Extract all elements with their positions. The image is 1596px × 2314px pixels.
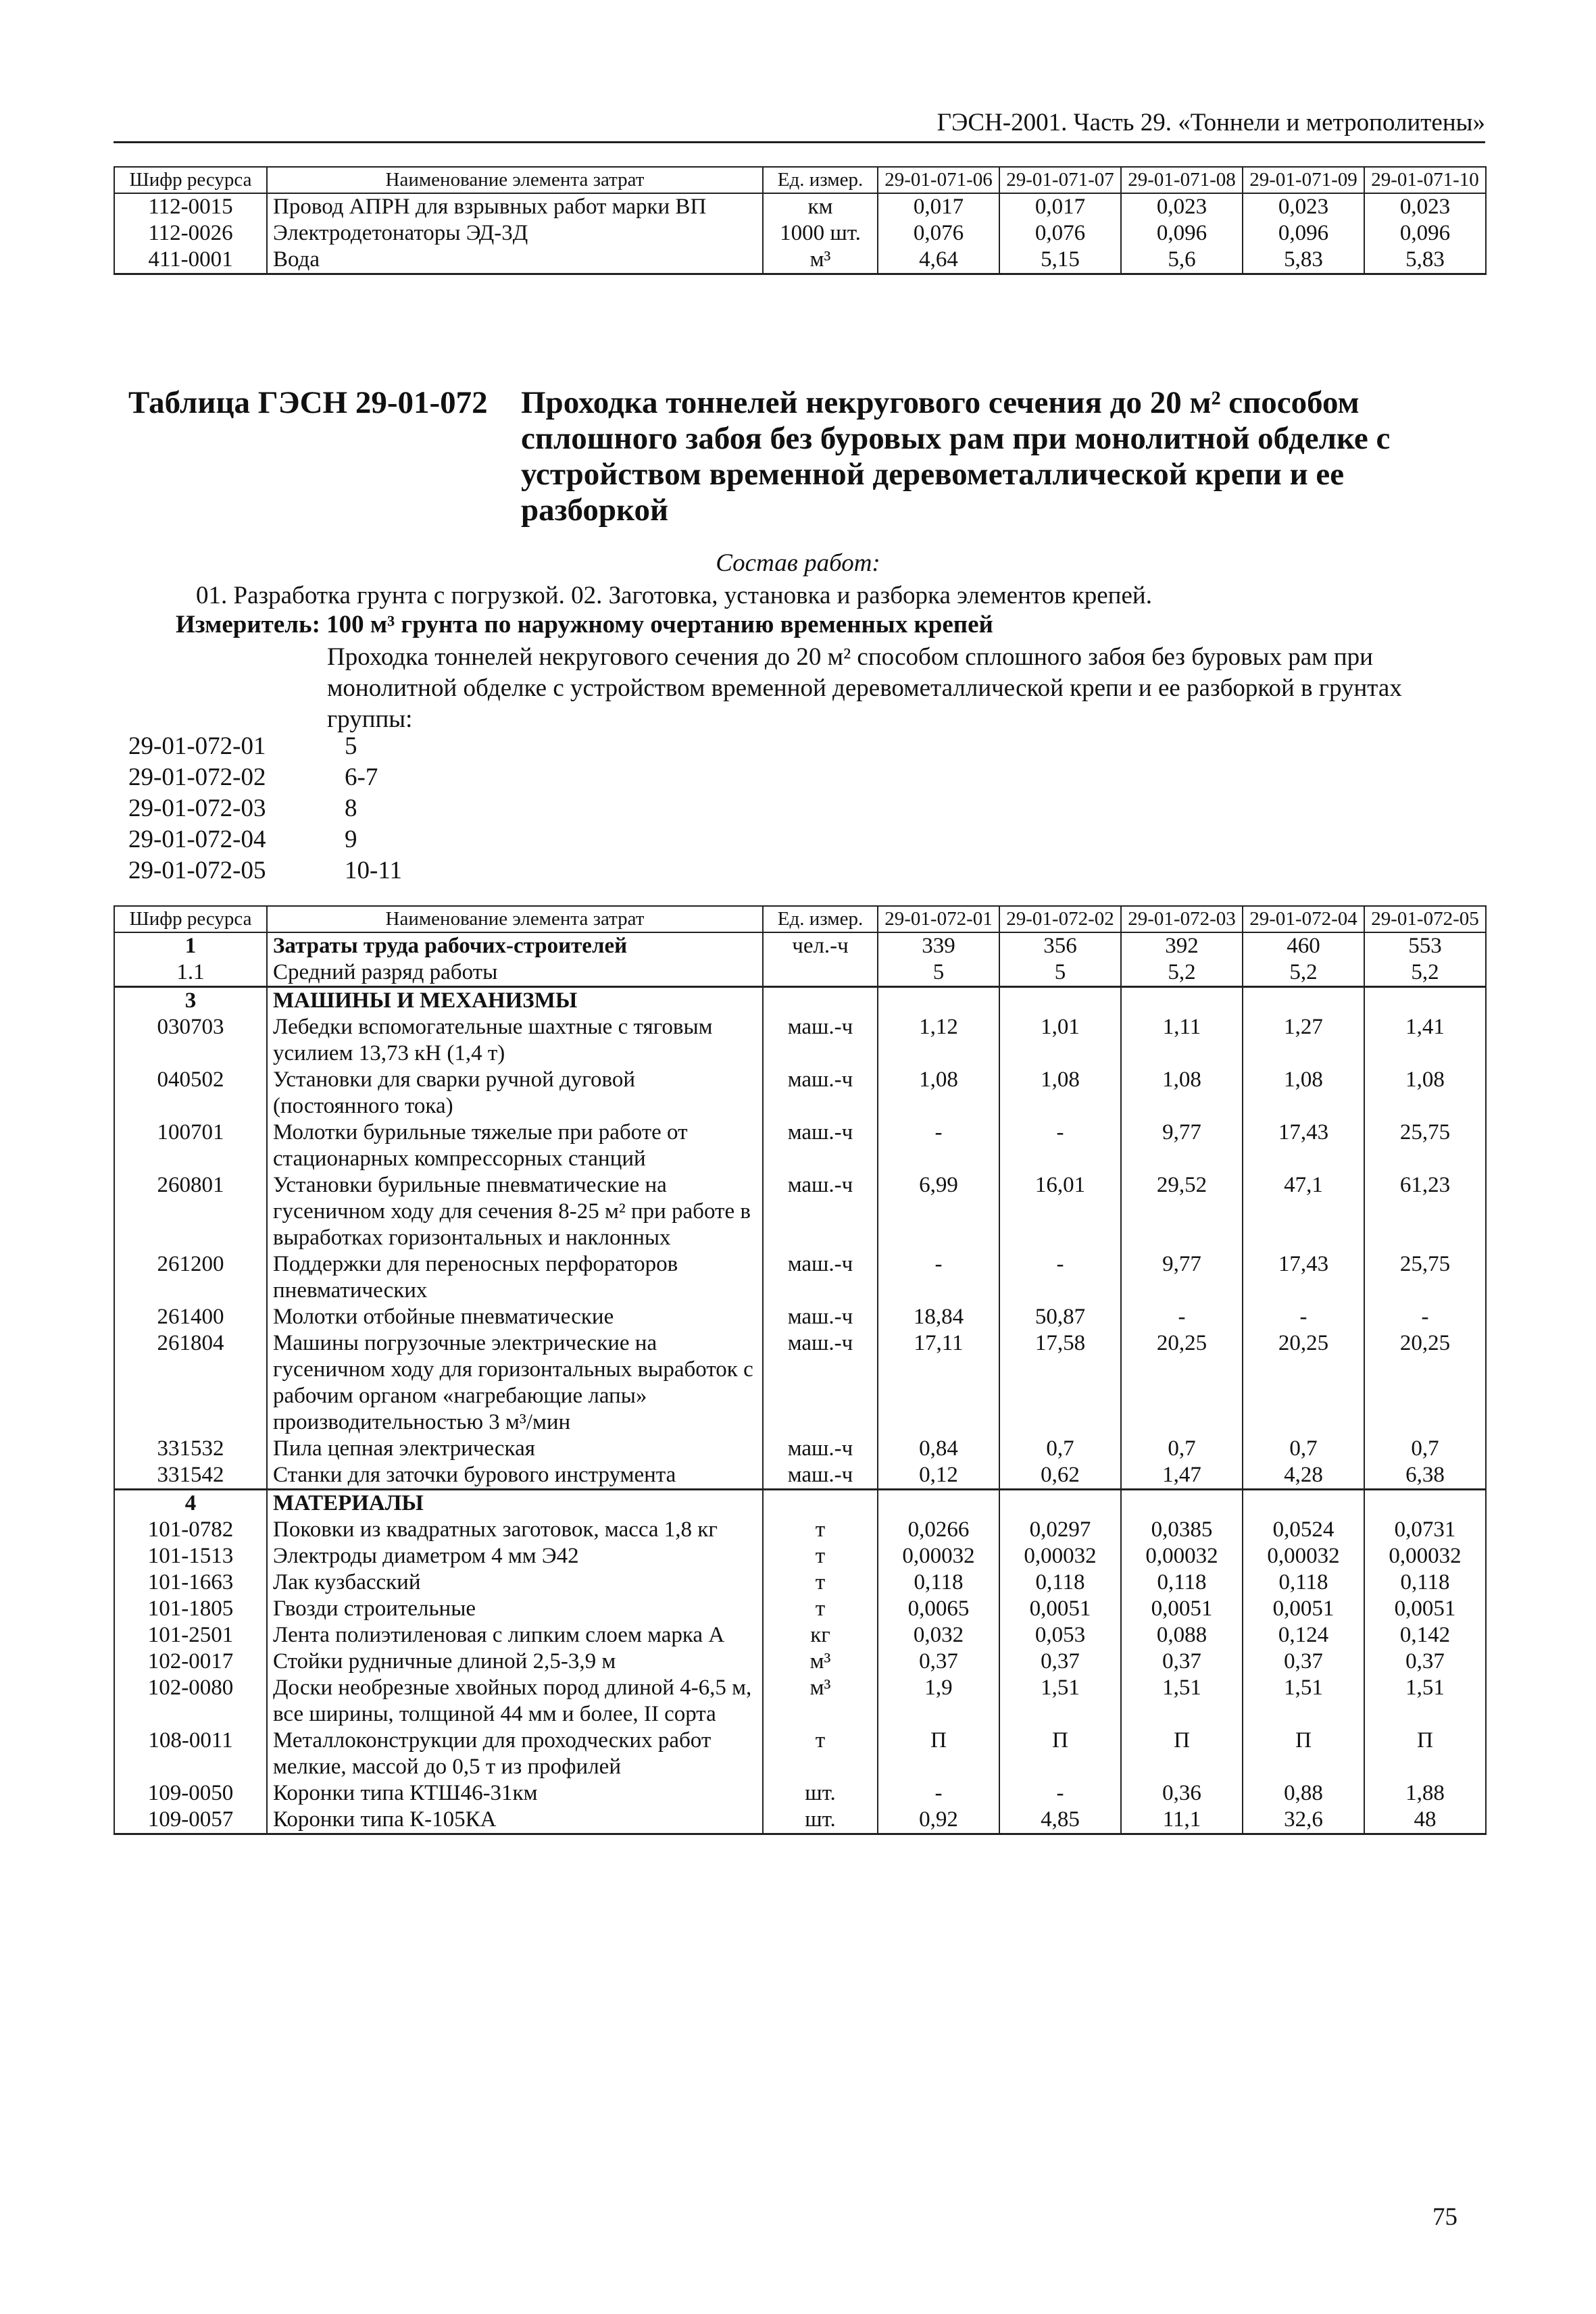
norm-value: 0,118 bbox=[878, 1569, 999, 1596]
resource-code: 040502 bbox=[114, 1067, 267, 1120]
norm-code: 29-01-072-03 bbox=[128, 795, 266, 822]
table-row bbox=[114, 1596, 1486, 1622]
column-header: 29-01-072-02 bbox=[999, 906, 1121, 932]
table-header-row bbox=[114, 906, 1486, 932]
unit bbox=[763, 987, 878, 1015]
table-row bbox=[114, 1120, 1486, 1172]
norm-value: 5,2 bbox=[1121, 959, 1243, 987]
cost-element-name: Коронки типа КТШ46-31км bbox=[267, 1780, 763, 1807]
norm-value: П bbox=[1243, 1728, 1364, 1780]
soil-group: 10-11 bbox=[345, 857, 402, 884]
column-header: Шифр ресурса bbox=[114, 906, 267, 932]
norm-value: 0,118 bbox=[1364, 1569, 1486, 1596]
norm-value: 460 bbox=[1243, 932, 1364, 959]
resource-code: 261804 bbox=[114, 1330, 267, 1436]
norm-value: 1,47 bbox=[1121, 1462, 1243, 1490]
column-header: Шифр ресурса bbox=[114, 167, 267, 193]
norm-value: 0,37 bbox=[1121, 1649, 1243, 1675]
table-row bbox=[114, 1172, 1486, 1251]
norm-value: 4,28 bbox=[1243, 1462, 1364, 1490]
resource-code: 4 bbox=[114, 1490, 267, 1517]
norm-value: 0,84 bbox=[878, 1436, 999, 1462]
title-text: Проходка тоннелей некругового сечения до 20 м² способом сплошного забоя без буровых рам при монолитной обделке с устройством временной деревометаллической крепи и ее разборкой bbox=[521, 385, 1391, 528]
table-row bbox=[114, 1649, 1486, 1675]
norm-value: П bbox=[1364, 1728, 1486, 1780]
resource-code: 101-2501 bbox=[114, 1622, 267, 1649]
column-header: 29-01-071-06 bbox=[878, 167, 999, 193]
norm-value: 5,6 bbox=[1121, 247, 1243, 274]
cost-element-name: Стойки рудничные длиной 2,5-3,9 м bbox=[267, 1649, 763, 1675]
norm-code: 29-01-072-05 bbox=[128, 857, 266, 884]
norm-row bbox=[128, 855, 402, 886]
resource-code: 102-0017 bbox=[114, 1649, 267, 1675]
resource-code: 411-0001 bbox=[114, 247, 267, 274]
norm-value: 5 bbox=[999, 959, 1121, 987]
norm-value: 9,77 bbox=[1121, 1120, 1243, 1172]
norm-value: 5 bbox=[878, 959, 999, 987]
norm-value: 0,023 bbox=[1364, 193, 1486, 220]
norm-value: 0,0051 bbox=[999, 1596, 1121, 1622]
norm-value: 0,00032 bbox=[1364, 1543, 1486, 1569]
norm-value: 0,0385 bbox=[1121, 1517, 1243, 1543]
resource-code: 331542 bbox=[114, 1462, 267, 1490]
norm-value: 0,076 bbox=[999, 220, 1121, 247]
norm-value: 0,7 bbox=[1121, 1436, 1243, 1462]
soil-group: 5 bbox=[345, 732, 357, 760]
unit: чел.-ч bbox=[763, 932, 878, 959]
norm-value: П bbox=[878, 1728, 999, 1780]
table-row bbox=[114, 1569, 1486, 1596]
norm-value: 1,08 bbox=[1243, 1067, 1364, 1120]
norm-code: 29-01-072-02 bbox=[128, 763, 266, 791]
norm-row bbox=[128, 793, 402, 824]
table-row bbox=[114, 1728, 1486, 1780]
norm-value: 0,0731 bbox=[1364, 1517, 1486, 1543]
column-header: 29-01-071-07 bbox=[999, 167, 1121, 193]
measure-line: Измеритель: 100 м³ грунта по наружному очертанию временных крепей bbox=[176, 611, 993, 638]
norm-value: 5,2 bbox=[1243, 959, 1364, 987]
cost-element-name: Поддержки для переносных перфораторов пневматических bbox=[267, 1251, 763, 1304]
norm-value: 0,0051 bbox=[1243, 1596, 1364, 1622]
table-row bbox=[114, 247, 1486, 274]
page-number: 75 bbox=[1432, 2203, 1457, 2231]
norm-value: 29,52 bbox=[1121, 1172, 1243, 1251]
unit: 1000 шт. bbox=[763, 220, 878, 247]
norm-value: 1,08 bbox=[1121, 1067, 1243, 1120]
unit: т bbox=[763, 1728, 878, 1780]
resource-code: 101-0782 bbox=[114, 1517, 267, 1543]
cost-element-name: Установки бурильные пневматические на гусеничном ходу для сечения 8-25 м² при работе в выработках горизонтальных и наклонных bbox=[267, 1172, 763, 1251]
norm-value: 4,85 bbox=[999, 1807, 1121, 1834]
norm-value: - bbox=[1121, 1304, 1243, 1330]
resource-code: 1 bbox=[114, 932, 267, 959]
table-row bbox=[114, 1462, 1486, 1490]
resource-code: 112-0026 bbox=[114, 220, 267, 247]
unit: м³ bbox=[763, 247, 878, 274]
norm-value: 1,41 bbox=[1364, 1014, 1486, 1067]
norm-value: 0,118 bbox=[999, 1569, 1121, 1596]
cost-element-name: Гвозди строительные bbox=[267, 1596, 763, 1622]
resource-code: 3 bbox=[114, 987, 267, 1015]
norm-value bbox=[999, 1490, 1121, 1517]
norm-value: 0,0051 bbox=[1364, 1596, 1486, 1622]
norm-value: 1,51 bbox=[999, 1675, 1121, 1728]
norm-value: 17,58 bbox=[999, 1330, 1121, 1436]
resource-code: 112-0015 bbox=[114, 193, 267, 220]
cost-element-name: Лента полиэтиленовая с липким слоем марка А bbox=[267, 1622, 763, 1649]
norm-value: 5,83 bbox=[1364, 247, 1486, 274]
resource-code: 101-1513 bbox=[114, 1543, 267, 1569]
norm-value: 0,023 bbox=[1121, 193, 1243, 220]
norm-value: 0,00032 bbox=[878, 1543, 999, 1569]
composition-text: 01. Разработка грунта с погрузкой. 02. Заготовка, установка и разборка элементов крепей. bbox=[196, 582, 1152, 609]
cost-element-name: Лак кузбасский bbox=[267, 1569, 763, 1596]
norm-value: 0,00032 bbox=[1121, 1543, 1243, 1569]
cost-element-name: МАТЕРИАЛЫ bbox=[267, 1490, 763, 1517]
unit: маш.-ч bbox=[763, 1172, 878, 1251]
norm-value: 0,088 bbox=[1121, 1622, 1243, 1649]
norm-value: 17,43 bbox=[1243, 1120, 1364, 1172]
norm-code: 29-01-072-04 bbox=[128, 826, 266, 853]
column-header: 29-01-071-09 bbox=[1243, 167, 1364, 193]
table-row bbox=[114, 1807, 1486, 1834]
cost-element-name: Металлоконструкции для проходческих работ мелкие, массой до 0,5 т из профилей bbox=[267, 1728, 763, 1780]
norm-value: 356 bbox=[999, 932, 1121, 959]
norm-value bbox=[878, 1490, 999, 1517]
table-header-row bbox=[114, 167, 1486, 193]
norm-value: 16,01 bbox=[999, 1172, 1121, 1251]
cost-element-name: Коронки типа К-105КА bbox=[267, 1807, 763, 1834]
norm-value: 5,15 bbox=[999, 247, 1121, 274]
unit: т bbox=[763, 1543, 878, 1569]
norm-value: 20,25 bbox=[1243, 1330, 1364, 1436]
table-row bbox=[114, 1436, 1486, 1462]
norm-value: 0,0051 bbox=[1121, 1596, 1243, 1622]
column-header: Ед. измер. bbox=[763, 167, 878, 193]
table-row bbox=[114, 1675, 1486, 1728]
norm-code: 29-01-072-01 bbox=[128, 732, 266, 760]
norm-value: 0,0065 bbox=[878, 1596, 999, 1622]
cost-element-name: Лебедки вспомогательные шахтные с тяговым усилием 13,73 кН (1,4 т) bbox=[267, 1014, 763, 1067]
norm-value: 0,00032 bbox=[999, 1543, 1121, 1569]
resource-code: 109-0050 bbox=[114, 1780, 267, 1807]
norm-value: 0,118 bbox=[1243, 1569, 1364, 1596]
cost-element-name: Поковки из квадратных заготовок, масса 1,8 кг bbox=[267, 1517, 763, 1543]
table-row bbox=[114, 1067, 1486, 1120]
resource-table-071 bbox=[114, 166, 1487, 275]
table-row bbox=[114, 1330, 1486, 1436]
norm-value: 0,37 bbox=[1364, 1649, 1486, 1675]
norm-value: 0,7 bbox=[999, 1436, 1121, 1462]
norm-value: - bbox=[1243, 1304, 1364, 1330]
norm-value: 6,99 bbox=[878, 1172, 999, 1251]
norm-value: 1,08 bbox=[878, 1067, 999, 1120]
norm-value: 0,053 bbox=[999, 1622, 1121, 1649]
soil-group: 9 bbox=[345, 826, 357, 853]
unit: т bbox=[763, 1596, 878, 1622]
norm-value bbox=[999, 987, 1121, 1015]
cost-element-name: Доски необрезные хвойных пород длиной 4-6,5 м, все ширины, толщиной 44 мм и более, II сорта bbox=[267, 1675, 763, 1728]
table-row bbox=[114, 1517, 1486, 1543]
unit: т bbox=[763, 1569, 878, 1596]
column-header: 29-01-072-04 bbox=[1243, 906, 1364, 932]
table-row bbox=[114, 1490, 1486, 1517]
norm-value: 1,51 bbox=[1243, 1675, 1364, 1728]
norm-value: 0,12 bbox=[878, 1462, 999, 1490]
resource-code: 100701 bbox=[114, 1120, 267, 1172]
unit: м³ bbox=[763, 1675, 878, 1728]
norm-value: 1,9 bbox=[878, 1675, 999, 1728]
unit: т bbox=[763, 1517, 878, 1543]
resource-code: 030703 bbox=[114, 1014, 267, 1067]
norm-value: 6,38 bbox=[1364, 1462, 1486, 1490]
norm-value: 0,124 bbox=[1243, 1622, 1364, 1649]
norm-value: 25,75 bbox=[1364, 1120, 1486, 1172]
column-header: 29-01-071-10 bbox=[1364, 167, 1486, 193]
table-row bbox=[114, 193, 1486, 220]
norm-value: 0,37 bbox=[999, 1649, 1121, 1675]
column-header: 29-01-072-05 bbox=[1364, 906, 1486, 932]
norm-value: 0,88 bbox=[1243, 1780, 1364, 1807]
norm-value: 0,032 bbox=[878, 1622, 999, 1649]
unit: маш.-ч bbox=[763, 1462, 878, 1490]
resource-code: 261200 bbox=[114, 1251, 267, 1304]
unit: маш.-ч bbox=[763, 1014, 878, 1067]
description: Проходка тоннелей некругового сечения до 20 м² способом сплошного забоя без буровых рам при монолитной обделке с устройством временной деревометаллической крепи и ее разборкой в грунтах группы: bbox=[327, 643, 1402, 733]
norm-value: 1,08 bbox=[999, 1067, 1121, 1120]
norm-value: 48 bbox=[1364, 1807, 1486, 1834]
norm-value: 0,62 bbox=[999, 1462, 1121, 1490]
unit: м³ bbox=[763, 1649, 878, 1675]
table-row bbox=[114, 220, 1486, 247]
resource-code: 261400 bbox=[114, 1304, 267, 1330]
table-row bbox=[114, 1543, 1486, 1569]
cost-element-name: Электроды диаметром 4 мм Э42 bbox=[267, 1543, 763, 1569]
unit: маш.-ч bbox=[763, 1330, 878, 1436]
norm-row bbox=[128, 762, 402, 793]
cost-element-name: Провод АПРН для взрывных работ марки ВП bbox=[267, 193, 763, 220]
norm-value: - bbox=[1364, 1304, 1486, 1330]
norm-value: 20,25 bbox=[1121, 1330, 1243, 1436]
norm-value: 1,12 bbox=[878, 1014, 999, 1067]
norm-value: 0,37 bbox=[1243, 1649, 1364, 1675]
norm-value: 0,0297 bbox=[999, 1517, 1121, 1543]
cost-element-name: Машины погрузочные электрические на гусеничном ходу для горизонтальных выработок с рабочим органом «нагребающие лапы» производительностью 3 м³/мин bbox=[267, 1330, 763, 1436]
unit: км bbox=[763, 193, 878, 220]
norm-row bbox=[128, 731, 402, 762]
table-row bbox=[114, 959, 1486, 987]
norm-value bbox=[1364, 1490, 1486, 1517]
norm-value: 0,096 bbox=[1121, 220, 1243, 247]
norm-value: 0,096 bbox=[1364, 220, 1486, 247]
column-header: Наименование элемента затрат bbox=[267, 906, 763, 932]
resource-code: 260801 bbox=[114, 1172, 267, 1251]
norm-value: 50,87 bbox=[999, 1304, 1121, 1330]
cost-element-name: Станки для заточки бурового инструмента bbox=[267, 1462, 763, 1490]
norm-value: 18,84 bbox=[878, 1304, 999, 1330]
resource-code: 102-0080 bbox=[114, 1675, 267, 1728]
norm-value: 0,7 bbox=[1243, 1436, 1364, 1462]
norm-value: 17,11 bbox=[878, 1330, 999, 1436]
norm-value: 1,51 bbox=[1364, 1675, 1486, 1728]
norm-value: - bbox=[999, 1780, 1121, 1807]
norm-value: - bbox=[999, 1251, 1121, 1304]
norm-value: 0,142 bbox=[1364, 1622, 1486, 1649]
norm-value: 1,08 bbox=[1364, 1067, 1486, 1120]
table-row bbox=[114, 1014, 1486, 1067]
unit bbox=[763, 1490, 878, 1517]
norm-value: 5,2 bbox=[1364, 959, 1486, 987]
norm-value: 9,77 bbox=[1121, 1251, 1243, 1304]
unit: маш.-ч bbox=[763, 1120, 878, 1172]
resource-table-072 bbox=[114, 905, 1487, 1835]
norm-value: 25,75 bbox=[1364, 1251, 1486, 1304]
unit bbox=[763, 959, 878, 987]
resource-code: 331532 bbox=[114, 1436, 267, 1462]
cost-element-name: Пила цепная электрическая bbox=[267, 1436, 763, 1462]
norm-value: 553 bbox=[1364, 932, 1486, 959]
table-row bbox=[114, 1251, 1486, 1304]
unit: маш.-ч bbox=[763, 1251, 878, 1304]
norm-value: 1,88 bbox=[1364, 1780, 1486, 1807]
unit: шт. bbox=[763, 1780, 878, 1807]
soil-group: 8 bbox=[345, 795, 357, 822]
resource-code: 109-0057 bbox=[114, 1807, 267, 1834]
norm-value: 0,37 bbox=[878, 1649, 999, 1675]
norm-value: 17,43 bbox=[1243, 1251, 1364, 1304]
column-header: Ед. измер. bbox=[763, 906, 878, 932]
norm-value: 32,6 bbox=[1243, 1807, 1364, 1834]
soil-group: 6-7 bbox=[345, 763, 378, 791]
norm-value: 0,0266 bbox=[878, 1517, 999, 1543]
column-header: 29-01-072-01 bbox=[878, 906, 999, 932]
cost-element-name: Средний разряд работы bbox=[267, 959, 763, 987]
norm-value: 1,27 bbox=[1243, 1014, 1364, 1067]
cost-element-name: Электродетонаторы ЭД-3Д bbox=[267, 220, 763, 247]
norm-value: 0,36 bbox=[1121, 1780, 1243, 1807]
unit: маш.-ч bbox=[763, 1067, 878, 1120]
composition-label: Состав работ: bbox=[716, 549, 880, 577]
norm-value: 0,076 bbox=[878, 220, 999, 247]
unit: шт. bbox=[763, 1807, 878, 1834]
cost-element-name: Молотки отбойные пневматические bbox=[267, 1304, 763, 1330]
unit: маш.-ч bbox=[763, 1304, 878, 1330]
resource-code: 1.1 bbox=[114, 959, 267, 987]
column-header: Наименование элемента затрат bbox=[267, 167, 763, 193]
table-row bbox=[114, 1622, 1486, 1649]
norm-value: 0,017 bbox=[878, 193, 999, 220]
cost-element-name: МАШИНЫ И МЕХАНИЗМЫ bbox=[267, 987, 763, 1015]
norm-value: - bbox=[999, 1120, 1121, 1172]
cost-element-name: Затраты труда рабочих-строителей bbox=[267, 932, 763, 959]
norm-value: 392 bbox=[1121, 932, 1243, 959]
norm-value: 0,92 bbox=[878, 1807, 999, 1834]
norm-value bbox=[1364, 987, 1486, 1015]
norm-value: 0,017 bbox=[999, 193, 1121, 220]
norm-value: 47,1 bbox=[1243, 1172, 1364, 1251]
column-header: 29-01-071-08 bbox=[1121, 167, 1243, 193]
norm-value: 20,25 bbox=[1364, 1330, 1486, 1436]
norm-row bbox=[128, 824, 402, 855]
norm-value bbox=[878, 987, 999, 1015]
cost-element-name: Установки для сварки ручной дуговой (постоянного тока) bbox=[267, 1067, 763, 1120]
column-header: 29-01-072-03 bbox=[1121, 906, 1243, 932]
norm-value: 5,83 bbox=[1243, 247, 1364, 274]
cost-element-name: Вода bbox=[267, 247, 763, 274]
norm-value: 61,23 bbox=[1364, 1172, 1486, 1251]
norm-value bbox=[1121, 1490, 1243, 1517]
norm-value: - bbox=[878, 1120, 999, 1172]
norm-list bbox=[128, 731, 402, 886]
norm-value: 0,7 bbox=[1364, 1436, 1486, 1462]
table-row bbox=[114, 932, 1486, 959]
table-row bbox=[114, 987, 1486, 1015]
norm-value: 4,64 bbox=[878, 247, 999, 274]
norm-value: 1,51 bbox=[1121, 1675, 1243, 1728]
resource-code: 101-1663 bbox=[114, 1569, 267, 1596]
page-header: ГЭСН-2001. Часть 29. «Тоннели и метрополитены» bbox=[114, 108, 1485, 143]
norm-value: 1,01 bbox=[999, 1014, 1121, 1067]
norm-value bbox=[1243, 1490, 1364, 1517]
norm-value: 0,023 bbox=[1243, 193, 1364, 220]
norm-value: 339 bbox=[878, 932, 999, 959]
norm-value: 0,096 bbox=[1243, 220, 1364, 247]
norm-value: П bbox=[1121, 1728, 1243, 1780]
norm-value bbox=[1121, 987, 1243, 1015]
unit: кг bbox=[763, 1622, 878, 1649]
cost-element-name: Молотки бурильные тяжелые при работе от стационарных компрессорных станций bbox=[267, 1120, 763, 1172]
norm-value: 0,00032 bbox=[1243, 1543, 1364, 1569]
norm-value: П bbox=[999, 1728, 1121, 1780]
resource-code: 101-1805 bbox=[114, 1596, 267, 1622]
norm-value: - bbox=[878, 1251, 999, 1304]
norm-value: 0,0524 bbox=[1243, 1517, 1364, 1543]
table-row bbox=[114, 1304, 1486, 1330]
norm-value bbox=[1243, 987, 1364, 1015]
norm-value: - bbox=[878, 1780, 999, 1807]
title-prefix: Таблица ГЭСН 29-01-072 bbox=[128, 385, 488, 420]
norm-value: 1,11 bbox=[1121, 1014, 1243, 1067]
table-row bbox=[114, 1780, 1486, 1807]
norm-value: 11,1 bbox=[1121, 1807, 1243, 1834]
norm-value: 0,118 bbox=[1121, 1569, 1243, 1596]
unit: маш.-ч bbox=[763, 1436, 878, 1462]
resource-code: 108-0011 bbox=[114, 1728, 267, 1780]
